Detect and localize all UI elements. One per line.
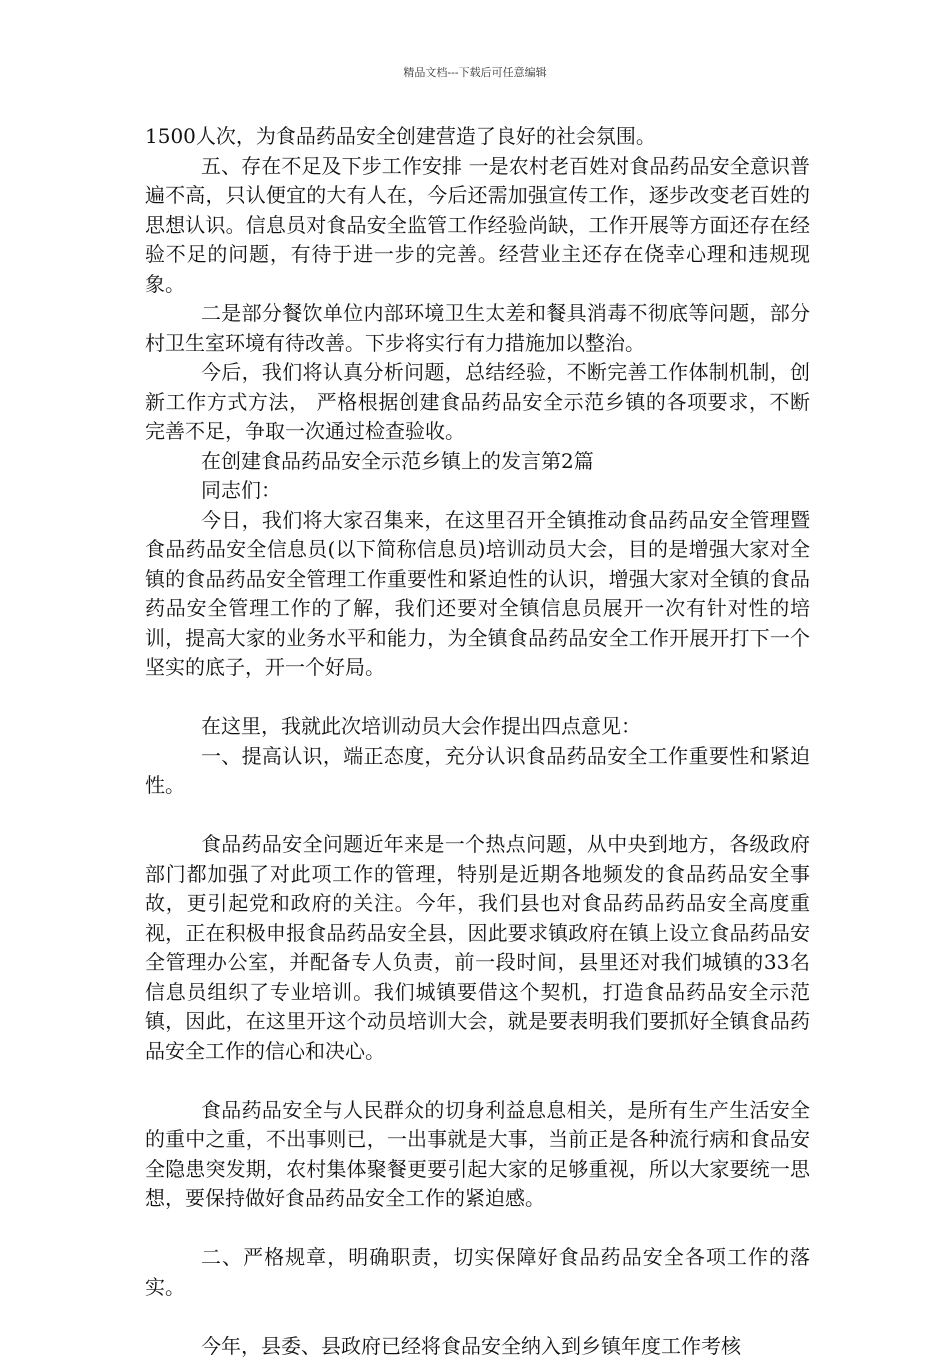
page-header: 精品文档---下载后可任意编辑 bbox=[0, 64, 950, 80]
paragraph: 食品药品安全问题近年来是一个热点问题，从中央到地方，各级政府部门都加强了对此项工作的管理，特别是近期各地频发的食品药品安全事故，更引起党和政府的关注。今年，我们县也对食品药品药品安全高度重视，正在积极申报食品药品安全县，因此要求镇政府在镇上设立食品药品安全管理办公室，并配备专人负责，前一段时间，县里还对我们城镇的33名信息员组织了专业培训。我们城镇要借这个契机，打造食品药品安全示范镇，因此，在这里开这个动员培训大会，就是要表明我们要抓好全镇食品药品安全工作的信心和决心。 bbox=[145, 830, 810, 1066]
section-heading: 二、严格规章，明确职责，切实保障好食品药品安全各项工作的落实。 bbox=[145, 1243, 810, 1302]
paragraph: 五、存在不足及下步工作安排 一是农村老百姓对食品药品安全意识普遍不高，只认便宜的大有人在，今后还需加强宣传工作，逐步改变老百姓的思想认识。信息员对食品安全监管工作经验尚缺，工作开展等方面还存在经验不足的问题，有待于进一步的完善。经营业主还存在侥幸心理和违规现象。 bbox=[145, 152, 810, 300]
paragraph: 1500人次，为食品药品安全创建营造了良好的社会氛围。 bbox=[145, 122, 810, 152]
paragraph: 今年，县委、县政府已经将食品安全纳入到乡镇年度工作考核 bbox=[145, 1332, 810, 1361]
paragraph: 今日，我们将大家召集来，在这里召开全镇推动食品药品安全管理暨食品药品安全信息员(以下简称信息员)培训动员大会，目的是增强大家对全镇的食品药品安全管理工作重要性和紧迫性的认识，增强大家对全镇的食品药品安全管理工作的了解，我们还要对全镇信息员展开一次有针对性的培训，提高大家的业务水平和能力，为全镇食品药品安全工作开展开打下一个坚实的底子，开一个好局。 bbox=[145, 506, 810, 683]
section-title: 在创建食品药品安全示范乡镇上的发言第2篇 bbox=[145, 447, 810, 477]
paragraph: 食品药品安全与人民群众的切身利益息息相关，是所有生产生活安全的重中之重，不出事则已，一出事就是大事，当前正是各种流行病和食品安全隐患突发期，农村集体聚餐更要引起大家的足够重视，所以大家要统一思想，要保持做好食品药品安全工作的紧迫感。 bbox=[145, 1096, 810, 1214]
document-body bbox=[145, 122, 810, 1361]
paragraph: 今后，我们将认真分析问题，总结经验，不断完善工作体制机制，创新工作方式方法， 严格根据创建食品药品安全示范乡镇的各项要求，不断完善不足，争取一次通过检查验收。 bbox=[145, 358, 810, 447]
salutation: 同志们： bbox=[145, 476, 810, 506]
paragraph: 二是部分餐饮单位内部环境卫生太差和餐具消毒不彻底等问题，部分村卫生室环境有待改善。下步将实行有力措施加以整治。 bbox=[145, 299, 810, 358]
paragraph: 在这里，我就此次培训动员大会作提出四点意见： bbox=[145, 712, 810, 742]
section-heading: 一、提高认识，端正态度，充分认识食品药品安全工作重要性和紧迫性。 bbox=[145, 742, 810, 801]
